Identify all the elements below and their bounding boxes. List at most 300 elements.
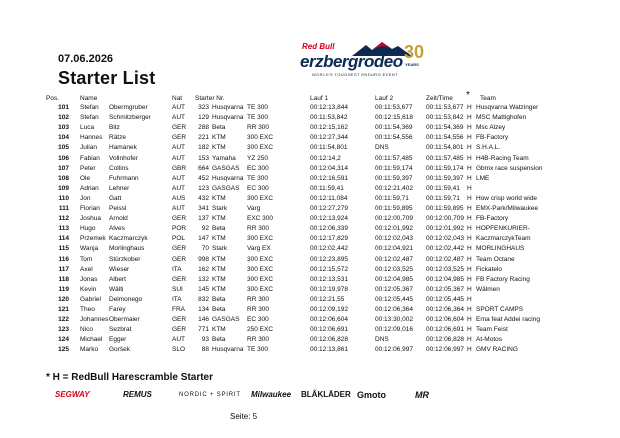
cell-team: KaczmarczykTeam — [476, 235, 531, 243]
cell-brand: Beta — [212, 295, 226, 303]
cell-h: H — [467, 295, 472, 303]
cell-h: H — [467, 194, 472, 202]
cell-snr: 432 — [198, 194, 209, 202]
cell-first: Jonas — [80, 275, 98, 283]
cell-pos: 110 — [58, 194, 69, 202]
sponsor-segway-logo: SEGWAY — [55, 390, 90, 399]
cell-l1: 00:12:11,084 — [310, 194, 348, 202]
cell-first: Hugo — [80, 225, 96, 233]
cell-h: H — [467, 205, 472, 212]
cell-model: 300 EXC — [247, 255, 274, 263]
cell-snr: 771 — [198, 326, 209, 334]
cell-l2: 00:12:21,402 — [375, 184, 413, 192]
cell-nat: GER — [172, 124, 187, 132]
cell-nat: GER — [172, 316, 187, 324]
col-header-start-nr: Starter Nr. — [195, 95, 225, 102]
cell-h: H — [467, 336, 472, 344]
cell-model: 300 EXC — [247, 194, 274, 202]
cell-last: Egger — [109, 336, 127, 344]
cell-nat: GBR — [172, 164, 187, 172]
cell-brand: Husqvarna — [212, 104, 244, 111]
cell-brand: GASGAS — [212, 164, 240, 172]
cell-brand: Beta — [212, 225, 226, 233]
cell-nat: AUT — [172, 144, 185, 152]
cell-zeit: 00:11:57,485 — [426, 154, 464, 162]
cell-zeit: 00:11:59,71 — [426, 194, 460, 202]
cell-snr: 998 — [198, 255, 209, 263]
cell-model: 300 EXC — [247, 235, 274, 243]
cell-pos: 125 — [58, 346, 69, 354]
print-date: 07.06.2026 — [58, 53, 114, 65]
cell-l2: 00:12:03,525 — [375, 265, 413, 273]
cell-l2: 00:12:06,364 — [375, 306, 413, 313]
cell-h: H — [467, 114, 472, 122]
cell-zeit: 00:11:54,369 — [426, 124, 464, 132]
cell-pos: 108 — [58, 174, 69, 182]
cell-last: Collins — [109, 164, 129, 172]
cell-model: TE 300 — [247, 114, 268, 122]
cell-snr: 288 — [198, 124, 209, 132]
cell-team: FB-Factory — [476, 215, 509, 223]
cell-model: EC 300 — [247, 184, 269, 192]
cell-pos: 112 — [58, 215, 69, 223]
cell-brand: Husqvarna — [212, 174, 244, 182]
redbull-wordmark: Red Bull — [302, 42, 335, 51]
cell-brand: Stark — [212, 245, 228, 253]
cell-l2: 00:12:04,985 — [375, 275, 413, 283]
cell-last: Albert — [109, 275, 126, 283]
cell-snr: 137 — [198, 215, 209, 223]
cell-nat: GER — [172, 245, 187, 253]
cell-l1: 00:12:15,162 — [310, 124, 348, 132]
cell-model: EXC 300 — [247, 215, 274, 223]
cell-brand: KTM — [212, 194, 226, 202]
cell-l2: 00:12:00,709 — [375, 215, 413, 223]
cell-h: H — [467, 316, 472, 324]
cell-pos: 105 — [58, 144, 69, 152]
cell-h: H — [467, 164, 472, 172]
cell-l2: 00:12:05,367 — [375, 285, 413, 293]
cell-pos: 109 — [58, 184, 69, 192]
cell-last: Rätze — [109, 134, 126, 142]
cell-zeit: 00:12:06,997 — [426, 346, 464, 354]
cell-zeit: 00:12:06,604 — [426, 316, 464, 324]
cell-team: MSC Mattighofen — [476, 114, 527, 122]
cell-pos: 118 — [58, 275, 69, 283]
cell-first: Michael — [80, 336, 103, 344]
cell-last: Stürzkober — [109, 255, 141, 263]
cell-nat: AUT — [172, 104, 185, 111]
cell-last: Delmonego — [109, 295, 143, 303]
cell-model: RR 300 — [247, 124, 270, 132]
cell-l1: 00:12:02,442 — [310, 245, 348, 253]
cell-last: Wieser — [109, 265, 130, 273]
col-header-zeit: Zeit/Time — [426, 95, 453, 102]
cell-first: Adrian — [80, 184, 99, 192]
cell-nat: AUT — [172, 205, 185, 212]
cell-snr: 134 — [198, 306, 209, 313]
cell-first: Peter — [80, 164, 96, 172]
col-header-pos: Pos. — [46, 95, 60, 102]
cell-snr: 132 — [198, 275, 209, 283]
cell-zeit: 00:12:06,691 — [426, 326, 464, 334]
cell-first: Theo — [80, 306, 95, 313]
cell-nat: GER — [172, 255, 187, 263]
cell-l1: 00:12:21,55 — [310, 295, 345, 303]
cell-nat: SUI — [172, 285, 183, 293]
cell-first: Gabriel — [80, 295, 101, 303]
cell-nat: GER — [172, 275, 187, 283]
cell-l1: 00:12:06,691 — [310, 326, 348, 334]
cell-model: EC 300 — [247, 164, 269, 172]
cell-l2: 00:12:04,921 — [375, 245, 413, 253]
cell-first: Wanja — [80, 245, 99, 253]
table-row — [0, 346, 620, 357]
cell-nat: AUT — [172, 154, 185, 162]
cell-team: Gbmx race suspension — [476, 164, 543, 172]
cell-first: Florian — [80, 205, 100, 212]
cell-team: SPORT CAMPS — [476, 306, 524, 313]
cell-pos: 107 — [58, 164, 69, 172]
cell-zeit: 00:11:53,842 — [426, 114, 464, 122]
cell-model: RR 300 — [247, 295, 270, 303]
cell-model: 300 EXC — [247, 275, 274, 283]
cell-nat: ITA — [172, 295, 182, 303]
cell-pos: 111 — [58, 205, 69, 212]
cell-pos: 121 — [58, 306, 69, 313]
cell-l2: 00:12:02,043 — [375, 235, 413, 243]
cell-zeit: 00:11:59,174 — [426, 164, 464, 172]
cell-team: LME — [476, 174, 490, 182]
sponsor-milwaukee-logo: Milwaukee — [251, 390, 292, 399]
cell-zeit: 00:12:04,985 — [426, 275, 464, 283]
cell-team: Team Octane — [476, 255, 515, 263]
cell-model: TE 300 — [247, 174, 268, 182]
cell-h: H — [467, 245, 472, 253]
cell-l1: 00:12:13,844 — [310, 104, 348, 111]
cell-last: Gatt — [109, 194, 122, 202]
cell-first: Kevin — [80, 285, 97, 293]
cell-brand: GASGAS — [212, 316, 240, 324]
cell-brand: Stark — [212, 205, 228, 212]
sponsor-gmoto-logo: Gmoto — [357, 390, 386, 400]
cell-l1: 00:12:13,531 — [310, 275, 348, 283]
cell-pos: 104 — [58, 134, 69, 142]
sponsor-blaklader-logo: BLÅKLÄDER — [301, 390, 351, 399]
cell-h: H — [467, 154, 472, 162]
cell-team: At-Motos — [476, 336, 503, 344]
cell-nat: AUT — [172, 114, 185, 122]
col-header-name: Name — [80, 95, 98, 102]
cell-l2: 00:12:01,992 — [375, 225, 413, 233]
cell-snr: 162 — [198, 265, 209, 273]
cell-l1: 00:12:15,572 — [310, 265, 348, 273]
cell-h: H — [467, 174, 472, 182]
cell-h: H — [467, 306, 472, 313]
cell-snr: 147 — [198, 235, 209, 243]
cell-pos: 106 — [58, 154, 69, 162]
cell-model: 300 EXC — [247, 265, 274, 273]
cell-l2: 00:12:09,016 — [375, 326, 413, 334]
cell-snr: 145 — [198, 285, 209, 293]
cell-snr: 221 — [198, 134, 209, 142]
cell-first: Marko — [80, 346, 99, 354]
cell-model: RR 300 — [247, 336, 270, 344]
cell-last: Sezbrat — [109, 326, 132, 334]
cell-l2: 00:12:15,618 — [375, 114, 413, 122]
cell-l2: 00:13:30,002 — [375, 316, 413, 324]
logo-tagline: WORLD'S TOUGHEST ENDURO EVENT — [312, 72, 398, 77]
cell-nat: AUS — [172, 194, 186, 202]
cell-last: Alves — [109, 225, 125, 233]
col-header-lauf2: Lauf 2 — [375, 95, 394, 102]
cell-last: Bitz — [109, 124, 120, 132]
cell-l1: 00:12:09,192 — [310, 306, 348, 313]
cell-last: Obermaier — [109, 316, 140, 324]
cell-brand: Yamaha — [212, 154, 236, 162]
cell-nat: POR — [172, 225, 187, 233]
cell-first: Axel — [80, 265, 93, 273]
cell-first: Luca — [80, 124, 95, 132]
cell-h: H — [467, 184, 472, 192]
cell-h: H — [467, 104, 472, 111]
cell-pos: 103 — [58, 124, 69, 132]
cell-zeit: 00:11:54,556 — [426, 134, 464, 142]
cell-team: GMV RACING — [476, 346, 518, 354]
cell-pos: 122 — [58, 316, 69, 324]
cell-l1: 00:11:59,41 — [310, 184, 344, 192]
cell-brand: KTM — [212, 235, 226, 243]
col-header-nat: Nat — [172, 95, 183, 102]
cell-pos: 124 — [58, 336, 69, 344]
cell-last: Morlinghaus — [109, 245, 145, 253]
cell-pos: 119 — [58, 285, 69, 293]
cell-last: Lehner — [109, 184, 130, 192]
cell-h: H — [467, 144, 472, 152]
sponsor-remus-logo: REMUS — [123, 390, 152, 399]
cell-snr: 88 — [201, 346, 209, 354]
cell-pos: 114 — [58, 235, 69, 243]
cell-zeit: 00:11:59,41 — [426, 184, 460, 192]
cell-brand: GASGAS — [212, 184, 240, 192]
cell-team: MORLINGHAUS — [476, 245, 525, 253]
cell-last: Arnold — [109, 215, 128, 223]
cell-l2: 00:12:06,997 — [375, 346, 413, 354]
cell-brand: KTM — [212, 134, 226, 142]
cell-pos: 116 — [58, 255, 69, 263]
cell-model: 250 EXC — [247, 326, 274, 334]
cell-snr: 129 — [198, 114, 209, 122]
cell-zeit: 00:11:54,801 — [426, 144, 464, 152]
cell-pos: 123 — [58, 326, 69, 334]
cell-pos: 102 — [58, 114, 69, 122]
cell-l2: 00:12:02,487 — [375, 255, 413, 263]
cell-h: H — [467, 235, 472, 243]
cell-brand: Beta — [212, 124, 226, 132]
cell-h: H — [467, 265, 472, 273]
cell-team: FB Factory Racing — [476, 275, 530, 283]
cell-l1: 00:12:06,339 — [310, 225, 348, 233]
cell-l2: 00:11:53,677 — [375, 104, 413, 111]
cell-nat: AUT — [172, 174, 185, 182]
cell-l2: 00:11:54,556 — [375, 134, 413, 142]
cell-l1: 00:12:19,978 — [310, 285, 348, 293]
cell-l2: 00:11:57,485 — [375, 154, 413, 162]
cell-zeit: 00:12:06,828 — [426, 336, 464, 344]
cell-zeit: 00:12:02,442 — [426, 245, 464, 253]
cell-last: Hamanek — [109, 144, 137, 152]
cell-snr: 341 — [198, 205, 209, 212]
cell-h: H — [467, 346, 472, 354]
cell-l2: DNS — [375, 336, 389, 344]
cell-first: Fabian — [80, 154, 100, 162]
cell-team: How crisp world wide — [476, 194, 538, 202]
cell-snr: 153 — [198, 154, 209, 162]
cell-l1: 00:12:06,828 — [310, 336, 348, 344]
cell-model: Varg — [247, 205, 261, 212]
cell-l1: 00:11:54,801 — [310, 144, 348, 152]
cell-brand: KTM — [212, 255, 226, 263]
cell-brand: KTM — [212, 326, 226, 334]
cell-zeit: 00:11:59,397 — [426, 174, 464, 182]
cell-l2: 00:11:59,895 — [375, 205, 413, 212]
cell-l1: 00:12:06,604 — [310, 316, 348, 324]
sponsor-bar — [55, 390, 505, 406]
cell-first: Jon — [80, 194, 91, 202]
cell-l2: 00:12:05,445 — [375, 295, 413, 303]
cell-zeit: 00:12:06,364 — [426, 306, 464, 313]
cell-team: HOPFENKURIER- — [476, 225, 530, 233]
cell-l1: 00:12:14,2 — [310, 154, 341, 162]
cell-team: Msc Alzey — [476, 124, 506, 132]
cell-nat: GER — [172, 134, 187, 142]
cell-first: Johannes — [80, 316, 109, 324]
cell-brand: Husqvarna — [212, 114, 244, 122]
cell-nat: AUT — [172, 184, 185, 192]
cell-nat: FRA — [172, 306, 185, 313]
cell-first: Stefan — [80, 114, 99, 122]
cell-brand: Beta — [212, 306, 226, 313]
cell-zeit: 00:12:03,525 — [426, 265, 464, 273]
cell-snr: 93 — [201, 336, 209, 344]
cell-zeit: 00:12:00,709 — [426, 215, 464, 223]
cell-team: Wälmen — [476, 285, 500, 293]
sponsor-nordic-spirit-logo: NORDIC + SPIRIT — [179, 392, 241, 398]
cell-last: Schmitzberger — [109, 114, 151, 122]
cell-snr: 664 — [198, 164, 209, 172]
cell-team: EMX-Park/Milwaukee — [476, 205, 539, 212]
cell-brand: KTM — [212, 265, 226, 273]
cell-zeit: 00:12:05,367 — [426, 285, 464, 293]
col-header-team: Team — [480, 95, 496, 102]
cell-last: Obermgruber — [109, 104, 148, 111]
cell-zeit: 00:12:05,445 — [426, 295, 464, 303]
cell-team: H4B-Racing Team — [476, 154, 529, 162]
cell-model: RR 300 — [247, 225, 270, 233]
cell-team: Husqvarna Watzinger — [476, 104, 539, 111]
cell-l2: 00:11:59,71 — [375, 194, 409, 202]
cell-zeit: 00:11:53,677 — [426, 104, 464, 111]
cell-snr: 182 — [198, 144, 209, 152]
cell-zeit: 00:12:02,487 — [426, 255, 464, 263]
cell-first: Hannes — [80, 134, 103, 142]
cell-brand: KTM — [212, 215, 226, 223]
cell-pos: 115 — [58, 245, 69, 253]
cell-l1: 00:12:27,279 — [310, 205, 348, 212]
cell-nat: GER — [172, 326, 187, 334]
page-number: Seite: 5 — [230, 412, 258, 421]
cell-model: TE 300 — [247, 104, 268, 111]
cell-h: H — [467, 326, 472, 334]
cell-first: Joshua — [80, 215, 101, 223]
cell-model: RR 300 — [247, 306, 270, 313]
cell-first: Nico — [80, 326, 94, 334]
cell-l2: 00:11:59,174 — [375, 164, 413, 172]
cell-zeit: 00:11:59,895 — [426, 205, 464, 212]
cell-l1: 00:12:16,591 — [310, 174, 348, 182]
cell-h: H — [467, 225, 472, 233]
cell-brand: KTM — [212, 285, 226, 293]
cell-model: 300 EXC — [247, 285, 274, 293]
cell-model: 300 EXC — [247, 134, 274, 142]
cell-model: TE 300 — [247, 346, 268, 354]
cell-snr: 452 — [198, 174, 209, 182]
cell-last: Kaczmarczyk — [109, 235, 148, 243]
sponsor-mr-logo: MR — [415, 390, 429, 400]
cell-model: Varg EX — [247, 245, 271, 253]
cell-l2: 00:11:59,397 — [375, 174, 413, 182]
cell-model: EC 300 — [247, 316, 269, 324]
cell-snr: 92 — [201, 225, 209, 233]
cell-zeit: 00:12:02,043 — [426, 235, 464, 243]
cell-brand: KTM — [212, 144, 226, 152]
cell-brand: Husqvarna — [212, 346, 244, 354]
cell-pos: 117 — [58, 265, 69, 273]
cell-snr: 70 — [201, 245, 209, 253]
erzbergrodeo-wordmark: erzbergrodeo — [300, 52, 403, 71]
cell-team: S.H.A.L. — [476, 144, 501, 152]
cell-last: Farey — [109, 306, 126, 313]
cell-snr: 323 — [198, 104, 209, 111]
cell-first: Ole — [80, 174, 91, 182]
cell-first: Przemek — [80, 235, 106, 243]
cell-brand: Beta — [212, 336, 226, 344]
cell-brand: KTM — [212, 275, 226, 283]
cell-h: H — [467, 134, 472, 142]
cell-last: Goršek — [109, 346, 130, 354]
cell-first: Stefan — [80, 104, 99, 111]
cell-last: Fuhrmann — [109, 174, 139, 182]
cell-last: Peissl — [109, 205, 127, 212]
cell-l2: DNS — [375, 144, 389, 152]
cell-last: Wälti — [109, 285, 124, 293]
cell-l1: 00:12:27,344 — [310, 134, 348, 142]
cell-zeit: 00:12:01,992 — [426, 225, 464, 233]
cell-nat: SLO — [172, 346, 186, 354]
cell-team: FB-Factory — [476, 134, 509, 142]
cell-snr: 123 — [198, 184, 209, 192]
cell-l2: 00:11:54,369 — [375, 124, 413, 132]
cell-l1: 00:12:13,924 — [310, 215, 348, 223]
cell-pos: 113 — [58, 225, 69, 233]
cell-h: H — [467, 124, 472, 132]
cell-snr: 832 — [198, 295, 209, 303]
cell-first: Tom — [80, 255, 93, 263]
cell-h: H — [467, 285, 472, 293]
cell-last: Vollnhofer — [109, 154, 138, 162]
cell-pos: 120 — [58, 295, 69, 303]
cell-l1: 00:12:17,829 — [310, 235, 348, 243]
